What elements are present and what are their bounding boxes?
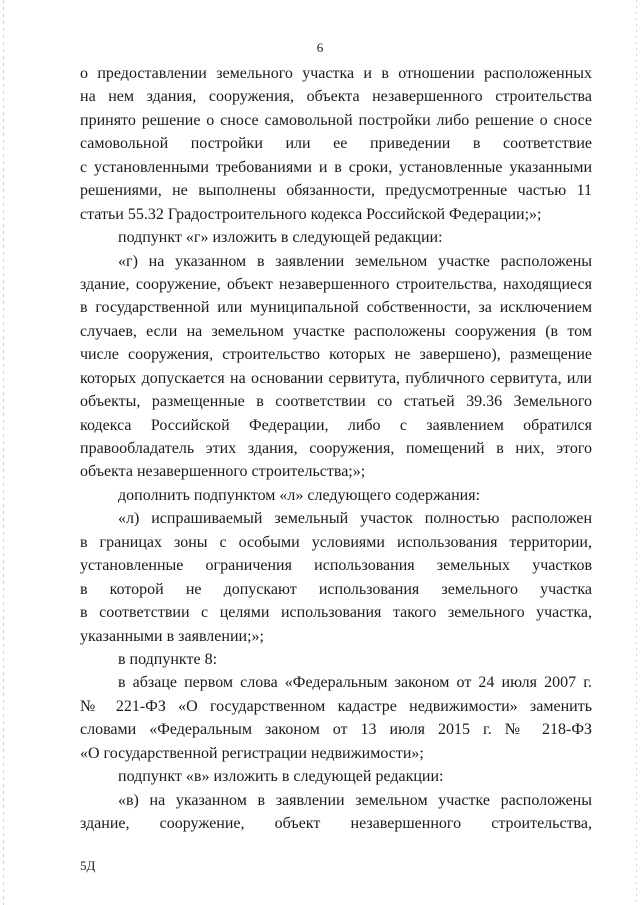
- text-line: дополнить подпунктом «л» следующего содержания:: [118, 486, 481, 504]
- text-line: в подпункте 8:: [118, 650, 218, 668]
- text-line: в абзаце первом слова «Федеральным законом от 24 июля 2007 г.: [118, 674, 592, 692]
- text-line: которых допускается на основании сервитута, публичного сервитута, или: [80, 369, 592, 387]
- text-line: объекта незавершенного строительства;»;: [80, 463, 366, 481]
- scan-edge-right: [636, 0, 637, 905]
- document-body: [80, 62, 592, 835]
- text-line: кодекса Российской Федерации, либо с заявлением обратился: [80, 416, 592, 434]
- text-line: здание, сооружение, объект незавершенного строительства,: [80, 815, 592, 832]
- text-line: числе сооружения, строительство которых не завершено), размещение: [80, 346, 592, 364]
- scan-edge-left: [3, 0, 4, 905]
- text-line: самовольной постройки или ее приведении в соответствие: [80, 135, 592, 153]
- text-line: с установленными требованиями и в сроки, установленные указанными: [80, 158, 592, 176]
- text-line: принято решение о сносе самовольной постройки либо решение о сносе: [80, 111, 592, 129]
- text-line: правообладатель этих здания, сооружения, помещений в них, этого: [80, 440, 592, 457]
- text-line: подпункт «г» изложить в следующей редакции:: [118, 229, 443, 247]
- text-line: словами «Федеральным законом от 13 июля 2015 г. № 218-ФЗ: [80, 721, 592, 739]
- text-line: решениями, не выполнены обязанности, предусмотренные частью 11: [80, 182, 592, 200]
- text-line: «г) на указанном в заявлении земельном участке расположены: [118, 252, 592, 270]
- page-number: 6: [316, 40, 324, 55]
- text-line: № 221-ФЗ «О государственном кадастре недвижимости» заменить: [80, 697, 592, 715]
- text-line: объекты, размещенные в соответствии со статьей 39.36 Земельного: [80, 393, 592, 411]
- text-line: в государственной или муниципальной собственности, за исключением: [80, 299, 592, 317]
- text-line: о предоставлении земельного участка и в отношении расположенных: [80, 65, 592, 82]
- text-line: в которой не допускают использования земельного участка: [80, 580, 592, 598]
- text-line: подпункт «в» изложить в следующей редакции:: [118, 768, 444, 786]
- text-line: в границах зоны с особыми условиями использования территории,: [80, 533, 592, 551]
- text-line: «О государственной регистрации недвижимости»;: [80, 744, 424, 762]
- text-line: установленные ограничения использования земельных участков: [80, 557, 592, 575]
- text-line: «л) испрашиваемый земельный участок полностью расположен: [118, 510, 592, 528]
- text-line: случаев, если на земельном участке расположены сооружения (в том: [80, 322, 592, 340]
- text-line: здание, сооружение, объект незавершенного строительства, находящиеся: [80, 275, 592, 293]
- text-line: статьи 55.32 Градостроительного кодекса Российской Федерации;»;: [80, 205, 542, 223]
- text-line: указанными в заявлении;»;: [80, 627, 264, 645]
- footer-code: 5Д: [80, 858, 96, 873]
- text-line: на нем здания, сооружения, объекта незавершенного строительства: [80, 88, 592, 106]
- text-line: «в) на указанном в заявлении земельном участке расположены: [118, 791, 592, 809]
- text-line: в соответствии с целями использования такого земельного участка,: [80, 604, 592, 622]
